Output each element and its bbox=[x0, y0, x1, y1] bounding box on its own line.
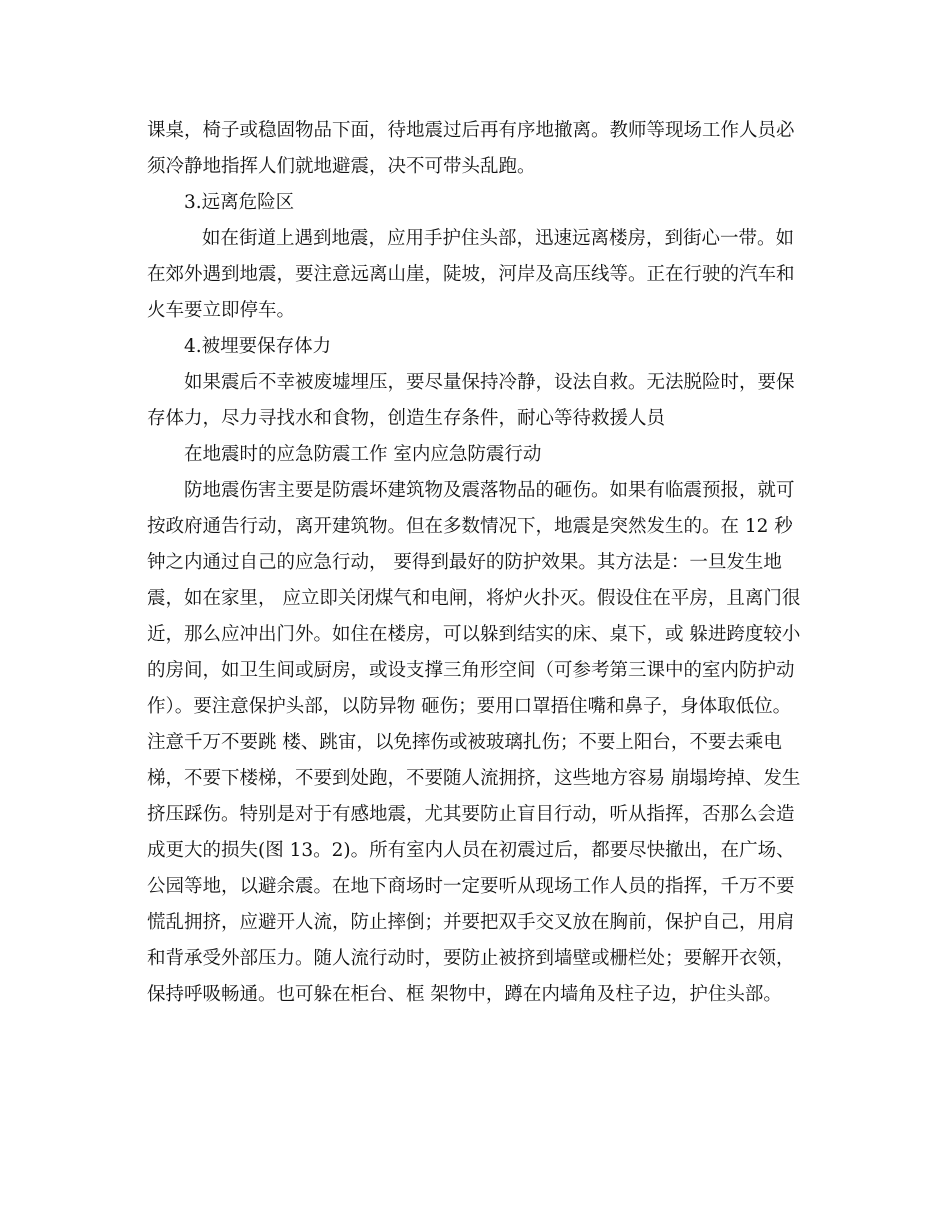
text-line: 按政府通告行动，离开建筑物。但在多数情况下，地震是突然发生的。在 12 秒 bbox=[147, 516, 793, 537]
text-line: 公园等地，以避余震。在地下商场时一定要听从现场工作人员的指挥，千万不要 bbox=[147, 876, 795, 897]
text-line: 震，如在家里， 应立即关闭煤气和电闸，将炉火扑灭。假设住在平房，且离门很 bbox=[147, 588, 801, 609]
text-line: 挤压踩伤。特别是对于有感地震，尤其要防止盲目行动，听从指挥，否那么会造 bbox=[147, 804, 795, 825]
section-heading: 3.远离危险区 bbox=[184, 192, 295, 213]
text-line: 如果震后不幸被废墟埋压，要尽量保持冷静，设法自救。无法脱险时，要保 bbox=[184, 372, 795, 393]
text-line: 钟之内通过自己的应急行动， 要得到最好的防护效果。其方法是：一旦发生地 bbox=[147, 552, 782, 573]
text-line: 火车要立即停车。 bbox=[147, 300, 296, 321]
text-line: 存体力，尽力寻找水和食物，创造生存条件，耐心等待救援人员 bbox=[147, 408, 666, 429]
section-heading: 4.被埋要保存体力 bbox=[184, 336, 332, 357]
document-body bbox=[147, 113, 807, 1013]
text-line: 保持呼吸畅通。也可躲在柜台、框 架物中，蹲在内墙角及柱子边，护住头部。 bbox=[147, 984, 782, 1005]
text-line: 成更大的损失(图 13。2)。所有室内人员在初震过后，都要尽快撤出，在广场、 bbox=[147, 840, 795, 861]
text-line: 在郊外遇到地震，要注意远离山崖，陡坡，河岸及高压线等。正在行驶的汽车和 bbox=[147, 264, 795, 285]
text-line: 的房间，如卫生间或厨房，或设支撑三角形空间（可参考第三课中的室内防护动 bbox=[147, 660, 795, 681]
text-line: 慌乱拥挤，应避开人流，防止摔倒；并要把双手交叉放在胸前，保护自己，用肩 bbox=[147, 912, 795, 933]
text-line: 作）。要注意保护头部，以防异物 砸伤；要用口罩捂住嘴和鼻子，身体取低位。 bbox=[147, 696, 792, 717]
text-line: 须冷静地指挥人们就地避震，决不可带头乱跑。 bbox=[147, 156, 536, 177]
text-line: 注意千万不要跳 楼、跳宙，以免摔伤或被玻璃扎伤；不要上阳台，不要去乘电 bbox=[147, 732, 782, 753]
text-line: 和背承受外部压力。随人流行动时，要防止被挤到墙壁或栅栏处；要解开衣领， bbox=[147, 948, 795, 969]
text-line: 防地震伤害主要是防震坏建筑物及震落物品的砸伤。如果有临震预报，就可 bbox=[184, 480, 795, 501]
text-line: 近，那么应冲出门外。如住在楼房，可以躲到结实的床、桌下，或 躲进跨度较小 bbox=[147, 624, 801, 645]
section-heading: 在地震时的应急防震工作 室内应急防震行动 bbox=[184, 444, 542, 465]
text-line: 课桌，椅子或稳固物品下面，待地震过后再有序地撤离。教师等现场工作人员必 bbox=[147, 120, 795, 141]
text-line: 如在街道上遇到地震，应用手护住头部，迅速远离楼房，到街心一带。如 bbox=[202, 228, 795, 249]
text-line: 梯，不要下楼梯，不要到处跑，不要随人流拥挤，这些地方容易 崩塌垮掉、发生 bbox=[147, 768, 801, 789]
